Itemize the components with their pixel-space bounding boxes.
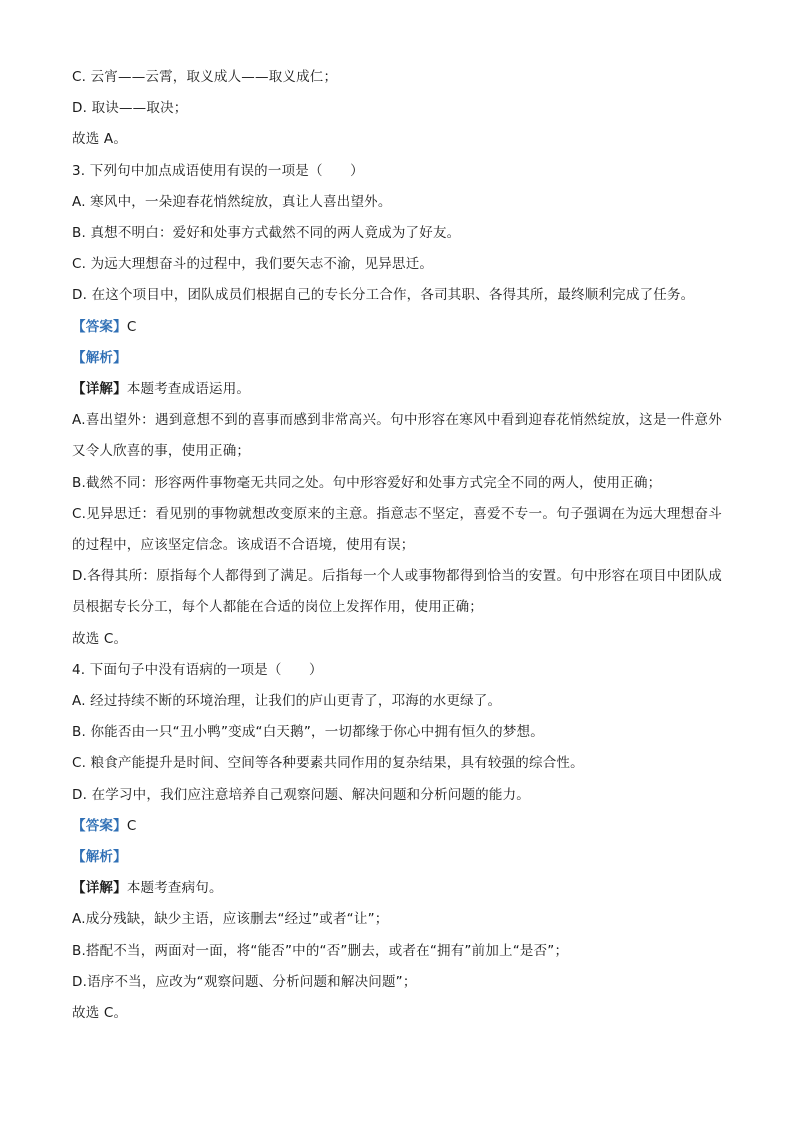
document-page [72, 62, 722, 1029]
q3-explanation-a: A.喜出望外：遇到意想不到的喜事而感到非常高兴。句中形容在寒风中看到迎春花悄然绽放，这是一件意外又令人欣喜的事，使用正确； [72, 412, 722, 460]
q3-answer [72, 312, 722, 343]
q4-option-b: B. 你能否由一只“丑小鸭”变成“白天鹅”，一切都缘于你心中拥有恒久的梦想。 [72, 724, 544, 741]
q3-option-b: B. 真想不明白：爱好和处事方式截然不同的两人竟成为了好友。 [72, 225, 461, 242]
q3-explanation-d: D.各得其所：原指每个人都得到了满足。后指每一个人或事物都得到恰当的安置。句中形容在项目中团队成员根据专长分工，每个人都能在合适的岗位上发挥作用，使用正确； [72, 568, 722, 616]
q4-answer-label: 【答案】 [72, 817, 127, 834]
q4-answer-value: C [126, 817, 137, 834]
q3-explanation-c: C.见异思迁：看见别的事物就想改变原来的主意。指意志不坚定，喜爱不专一。句子强调在为远大理想奋斗的过程中，应该坚定信念。该成语不合语境，使用有误； [72, 505, 722, 554]
q4-answer [72, 811, 722, 842]
q4-option-d: D. 在学习中，我们应注意培养自己观察问题、解决问题和分析问题的能力。 [72, 786, 530, 803]
q4-analysis [72, 842, 722, 873]
q4-stem: 4. 下面句子中没有语病的一项是（ ） [72, 661, 323, 678]
q4-conclusion: 故选 C。 [72, 1005, 128, 1022]
q4-option-c: C. 粮食产能提升是时间、空间等各种要素共同作用的复杂结果，具有较强的综合性。 [72, 755, 584, 772]
q3-stem: 3. 下列句中加点成语使用有误的一项是（ ） [72, 162, 364, 179]
q3-analysis-label: 【解析】 [72, 349, 127, 366]
q4-explanation-a: A.成分残缺，缺少主语，应该删去“经过”或者“让”； [72, 911, 389, 928]
q4-detail [72, 873, 722, 904]
q4-option-a: A. 经过持续不断的环境治理，让我们的庐山更青了，邛海的水更绿了。 [72, 693, 502, 710]
q4-detail-intro: 本题考查病句。 [126, 880, 223, 897]
prev-option-c: C. 云宵——云霄，取义成人——取义成仁； [72, 69, 338, 85]
q3-detail-intro: 本题考查成语运用。 [126, 381, 251, 398]
q3-option-a: A. 寒风中，一朵迎春花悄然绽放，真让人喜出望外。 [72, 193, 392, 210]
q4-explanation-d: D.语序不当，应改为“观察问题、分析问题和解决问题”； [72, 973, 417, 990]
q3-answer-label: 【答案】 [72, 318, 127, 335]
q3-option-d: D. 在这个项目中，团队成员们根据自己的专长分工合作，各司其职、各得其所，最终顺利完成了任务。 [72, 287, 695, 304]
prev-conclusion: 故选 A。 [72, 131, 128, 148]
q3-detail-label: 【详解】 [72, 381, 127, 398]
q3-conclusion: 故选 C。 [72, 630, 128, 647]
q4-explanation-b: B.搭配不当，两面对一面，将“能否”中的“否”删去，或者在“拥有”前加上“是否”； [72, 942, 569, 959]
q3-explanation-b: B.截然不同：形容两件事物毫无共同之处。句中形容爱好和处事方式完全不同的两人，使用正确； [72, 474, 662, 491]
q4-analysis-label: 【解析】 [72, 849, 127, 866]
q3-detail [72, 374, 722, 405]
q3-analysis [72, 343, 722, 374]
q3-answer-value: C [126, 318, 137, 335]
q3-option-c: C. 为远大理想奋斗的过程中，我们要矢志不渝，见异思迁。 [72, 256, 434, 273]
q4-detail-label: 【详解】 [72, 880, 127, 897]
prev-option-d: D. 取诀——取决； [72, 100, 188, 117]
